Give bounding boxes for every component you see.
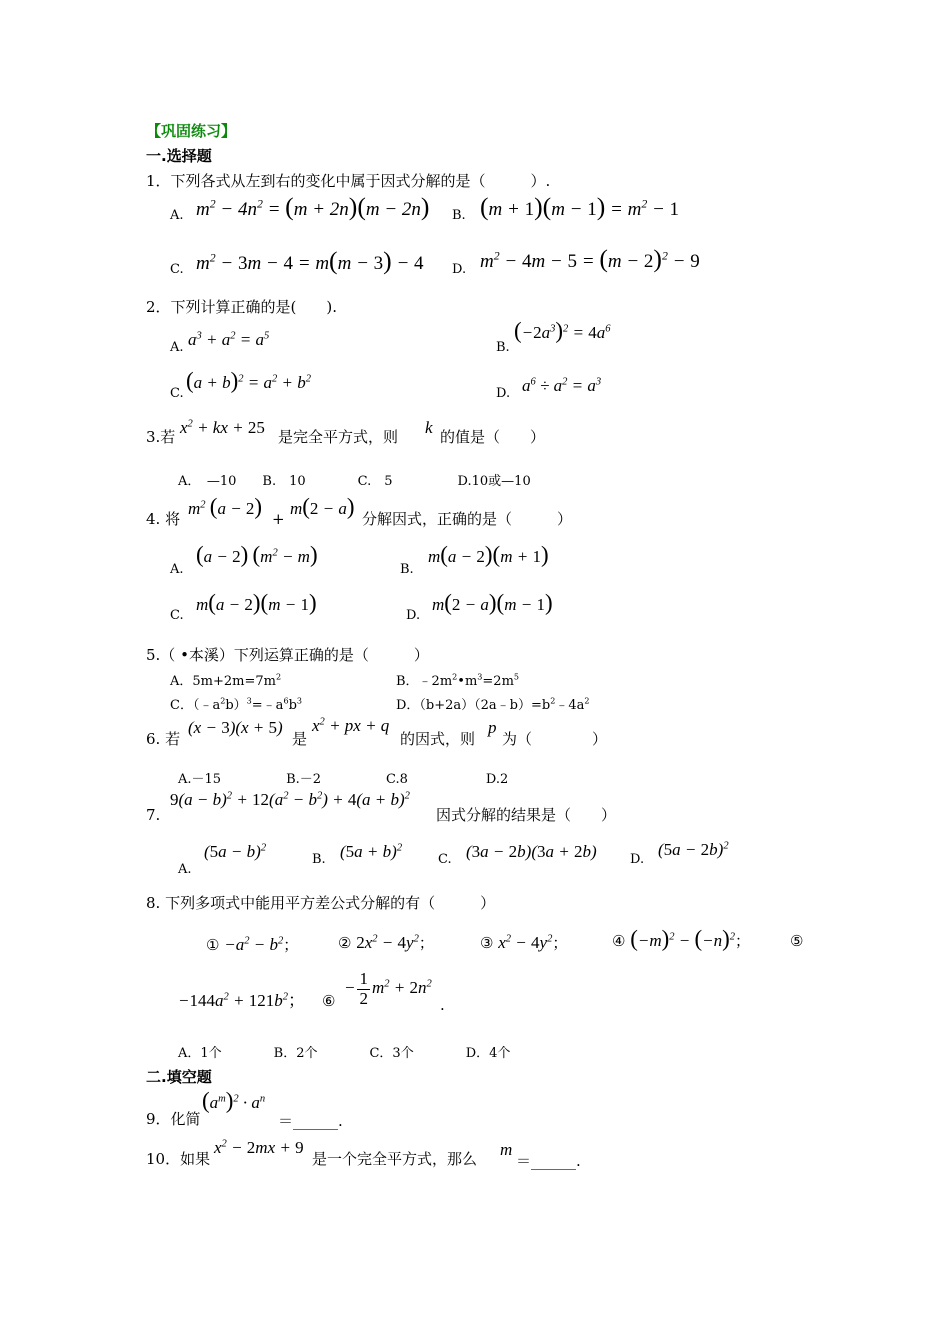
q7-option-d-formula: $(5a - 2b)^2$ [658, 840, 729, 859]
q8-choice-5-formula: $-144a^2 + 121b^2$； [178, 991, 305, 1010]
q9-expression: $(a^m)^2 \cdot a^n$ [202, 1088, 266, 1113]
q1-option-c-label: C. [170, 262, 184, 277]
q7-option-a-formula: $(5a - b)^2$ [204, 842, 267, 861]
q1-option-b-formula: $(m + 1)(m - 1) = m^2 - 1$ [480, 192, 680, 221]
q8-choice-3: ③ $x^2 - 4y^2$； [480, 933, 568, 952]
q4-option-b-label: B. [400, 562, 414, 577]
q7-number: 7. [146, 806, 161, 824]
q6-variable-p: p [488, 718, 497, 737]
q8-choice-6-marker: ⑥ [322, 992, 336, 1010]
q6-pre: 6. 若 [146, 730, 181, 748]
q9-blank: ＝______. [278, 1112, 343, 1130]
q6-factor: (x − 3)(x + 5) [188, 718, 283, 737]
q2-option-c-label: C. [170, 386, 184, 401]
q7-option-b-formula: $(5a + b)^2$ [340, 842, 403, 861]
q3-options: A． —10 B. 10 C. 5 D.10或—10 [178, 474, 531, 489]
q1-option-a-label: A. [170, 208, 184, 223]
q8-choice-5-marker: ⑤ [790, 932, 804, 950]
q8-choice-2: ② $2x^2 - 4y^2$； [338, 933, 434, 952]
q1-stem: 1．下列各式从左到右的变化中属于因式分解的是（ ）. [146, 172, 551, 190]
q2-option-d-formula: $a^6 \div a^2 = a^3$ [522, 376, 602, 395]
q7-post: 因式分解的结果是（ ） [436, 806, 617, 824]
q4-plus: + [272, 510, 285, 528]
q4-option-b-formula: m(a − 2)(m + 1) [428, 542, 549, 567]
q10-mid: 是一个完全平方式，那么 [312, 1150, 478, 1168]
q4-term-one: $m^2$ (a − 2) [188, 494, 263, 519]
q1-option-b-label: B. [452, 208, 466, 223]
part-two-heading: 二.填空题 [146, 1068, 212, 1086]
q3-expression: $x^2$ + kx + 25 [180, 418, 265, 437]
q5-stem: 5.（ •本溪）下列运算正确的是（ ） [146, 646, 429, 664]
q2-option-d-label: D. [496, 386, 511, 401]
part-one-heading: 一.选择题 [146, 147, 212, 165]
q10-blank: ＝______. [516, 1152, 581, 1170]
q4-option-a-label: A. [170, 562, 184, 577]
q5-option-c: C．$(﹣a^2b)^3=﹣a^6b^3$ [170, 696, 303, 713]
q4-option-d-formula: m(2 − a)(m − 1) [432, 590, 553, 615]
q2-option-a-formula: $a^3 + a^2 = a^5$ [188, 330, 270, 349]
q3-pre: 3.若 [146, 428, 176, 446]
q8-choice-1: ① $-a^2 - b^2$； [206, 935, 299, 954]
q7-option-c-formula: (3a − 2b)(3a + 2b) [466, 842, 597, 861]
q8-options: A．1个 B．2个 C．3个 D．4个 [178, 1046, 511, 1061]
q7-option-a-label: A. [178, 862, 192, 877]
q6-polynomial: $x^2$ + px + q [312, 716, 390, 735]
q8-choice-6-formula: − $\frac{1}{2}$ $m^2 + 2n^2$ [344, 969, 432, 1008]
q3-variable-k: k [425, 418, 433, 437]
q6-mid2: 的因式，则 [400, 730, 476, 748]
q6-mid: 是 [292, 730, 308, 748]
q1-option-d-label: D. [452, 262, 467, 277]
q7-expression: $9(a - b)^2 + 12(a^2 - b^2) + 4(a + b)^2$ [170, 790, 410, 809]
q5-option-a: A．$5m+2m=7m^2$ [170, 672, 282, 689]
q8-end: . [440, 996, 445, 1014]
q7-option-d-label: D. [630, 852, 645, 867]
q4-pre: 4. 将 [146, 510, 181, 528]
q7-option-b-label: B. [312, 852, 326, 867]
q1-option-d-formula: $m^2 - 4m - 5 = (m - 2)^2 - 9$ [480, 244, 700, 273]
q1-option-a-formula: $m^2 - 4n^2 = (m + 2n)(m - 2n)$ [196, 192, 430, 221]
q8-stem: 8. 下列多项式中能用平方差公式分解的有（ ） [146, 894, 496, 912]
q2-option-b-formula: $(-2a^3)^2 = 4a^6$ [514, 318, 611, 343]
q2-stem: 2．下列计算正确的是( ). [146, 298, 338, 316]
q6-options: A.－15 B.－2 C.8 D.2 [178, 772, 509, 787]
q10-expression: $x^2 - 2mx + 9$ [214, 1138, 304, 1157]
q2-option-a-label: A. [170, 340, 184, 355]
q4-option-c-formula: m(a − 2)(m − 1) [196, 590, 317, 615]
q2-option-c-formula: $(a + b)^2 = a^2 + b^2$ [186, 368, 312, 393]
q9-pre: 9．化简 [146, 1110, 201, 1128]
q4-option-a-formula: (a − 2) $(m^2 - m)$ [196, 542, 318, 567]
q8-choice-4: ④ $(-m)^2 - (-n)^2$； [612, 926, 751, 951]
q4-option-d-label: D. [406, 608, 421, 623]
q5-option-b: B．$﹣2m^2•m^3=2m^5$ [396, 672, 520, 689]
q4-option-c-label: C. [170, 608, 184, 623]
q2-option-b-label: B. [496, 340, 510, 355]
q3-post: 的值是（ ） [440, 428, 546, 446]
q10-pre: 10．如果 [146, 1150, 211, 1168]
q7-option-c-label: C. [438, 852, 452, 867]
q1-option-c-formula: $m^2 - 3m - 4 = m(m - 3) - 4$ [196, 246, 424, 275]
section-title: 【巩固练习】 [146, 122, 237, 140]
q10-variable-m: m [500, 1140, 513, 1159]
q6-post: 为（ ） [502, 730, 608, 748]
q4-post: 分解因式，正确的是（ ） [362, 510, 573, 528]
q4-term-two: m(2 − a) [290, 494, 355, 519]
q5-option-d: D．$(b+2a)(2a﹣b)=b^2﹣4a^2$ [396, 696, 590, 713]
q3-mid: 是完全平方式，则 [278, 428, 399, 446]
